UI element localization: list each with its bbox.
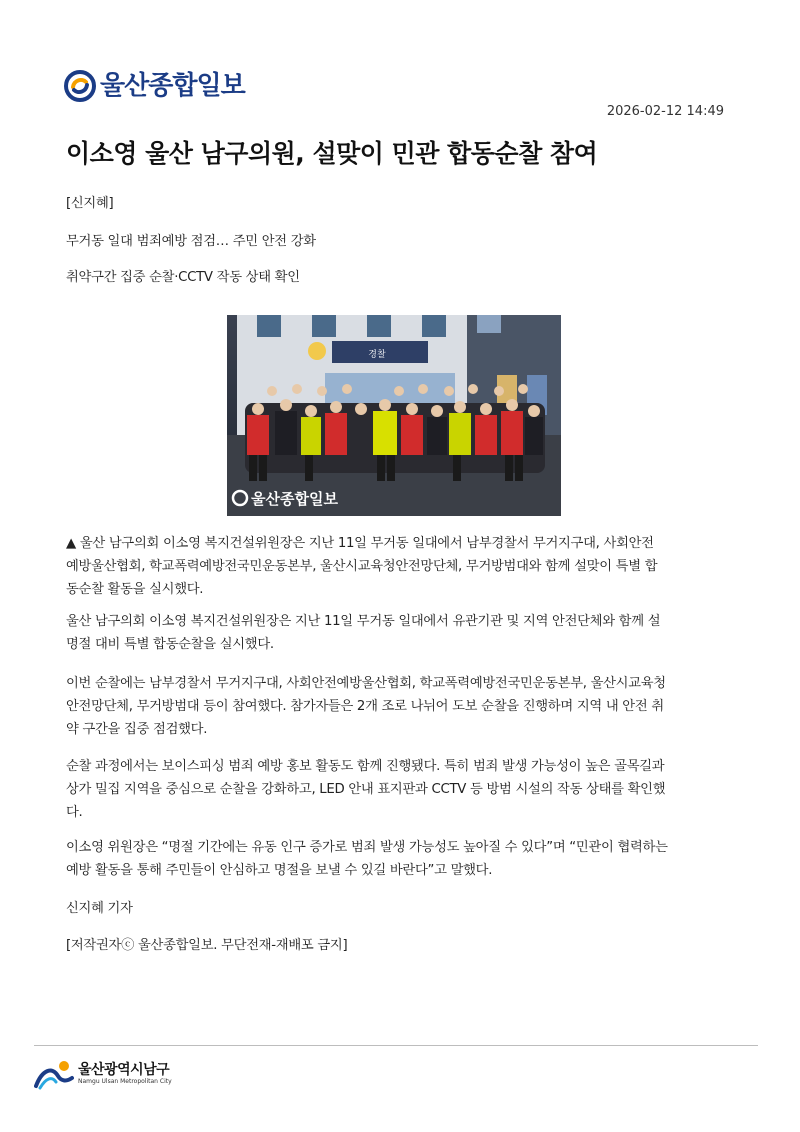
newspaper-logo-name: 울산종합일보 xyxy=(100,71,245,101)
article-title: 이소영 울산 남구의원, 설맞이 민관 합동순찰 참여 xyxy=(66,139,598,168)
caption-line: 예방울산협회, 학교폭력예방전국민운동본부, 울산시교육청안전망단체, 무거방범대와 함께 설맞이 특별 합 xyxy=(66,559,658,574)
paragraph-line: 울산 남구의회 이소영 복지건설위원장은 지난 11일 무거동 일대에서 유관기관 및 지역 안전단체와 함께 설 xyxy=(66,614,661,629)
article-photo xyxy=(227,315,561,516)
paragraph-line: 순찰 과정에서는 보이스피싱 범죄 예방 홍보 활동도 함께 진행됐다. 특히 범죄 발생 가능성이 높은 골목길과 xyxy=(66,759,665,774)
caption-line: ▲ 울산 남구의회 이소영 복지건설위원장은 지난 11일 무거동 일대에서 남부경찰서 무거지구대, 사회안전 xyxy=(66,536,654,551)
newspaper-logo[interactable] xyxy=(64,68,245,104)
paragraph-line: 예방 활동을 통해 주민들이 안심하고 명절을 보낼 수 있길 바란다”고 말했다. xyxy=(66,863,493,878)
paragraph-line: 안전망단체, 무거방범대 등이 참여했다. 참가자들은 2개 조로 나뉘어 도보 순찰을 진행하며 지역 내 안전 취 xyxy=(66,699,664,714)
paragraph-line: 명절 대비 특별 합동순찰을 실시했다. xyxy=(66,637,274,652)
group-photo-illustration xyxy=(227,315,561,516)
copyright-notice: [저작권자ⓒ 울산종합일보. 무단전재-재배포 금지] xyxy=(66,938,348,953)
byline: [신지혜] xyxy=(66,196,114,211)
namgu-emblem-icon xyxy=(34,1058,74,1090)
caption-line: 동순찰 활동을 실시했다. xyxy=(66,582,204,597)
paragraph-3 xyxy=(66,755,726,824)
paragraph-line: 약 구간을 집중 점검했다. xyxy=(66,722,208,737)
police-sign-text: 경찰 xyxy=(368,350,386,360)
footer-org-name: 울산광역시남구 xyxy=(78,1062,170,1078)
footer-divider xyxy=(34,1045,758,1046)
paragraph-4 xyxy=(66,836,726,882)
subtitle-2: 취약구간 집중 순찰·CCTV 작동 상태 확인 xyxy=(66,270,300,285)
paragraph-1 xyxy=(66,610,726,656)
paragraph-line: 이소영 위원장은 “명절 기간에는 유동 인구 증가로 범죄 발생 가능성도 높아질 수 있다”며 “민관이 협력하는 xyxy=(66,840,668,855)
footer-org-logo[interactable] xyxy=(34,1058,172,1090)
photo-caption xyxy=(66,532,726,601)
paragraph-2 xyxy=(66,672,726,741)
photo-watermark-text: 울산종합일보 xyxy=(251,490,338,508)
publish-date: 2026-02-12 14:49 xyxy=(606,104,724,119)
paragraph-line: 이번 순찰에는 남부경찰서 무거지구대, 사회안전예방울산협회, 학교폭력예방전국민운동본부, 울산시교육청 xyxy=(66,676,666,691)
paragraph-line: 다. xyxy=(66,805,83,820)
paragraph-line: 상가 밀집 지역을 중심으로 순찰을 강화하고, LED 안내 표지판과 CCTV 등 방범 시설의 작동 상태를 확인했 xyxy=(66,782,666,797)
footer-org-subtitle: Namgu Ulsan Metropolitan City xyxy=(78,1078,172,1085)
subtitle-1: 무거동 일대 범죄예방 점검… 주민 안전 강화 xyxy=(66,234,316,249)
newspaper-logo-icon xyxy=(64,70,96,102)
reporter-name: 신지혜 기자 xyxy=(66,901,133,916)
